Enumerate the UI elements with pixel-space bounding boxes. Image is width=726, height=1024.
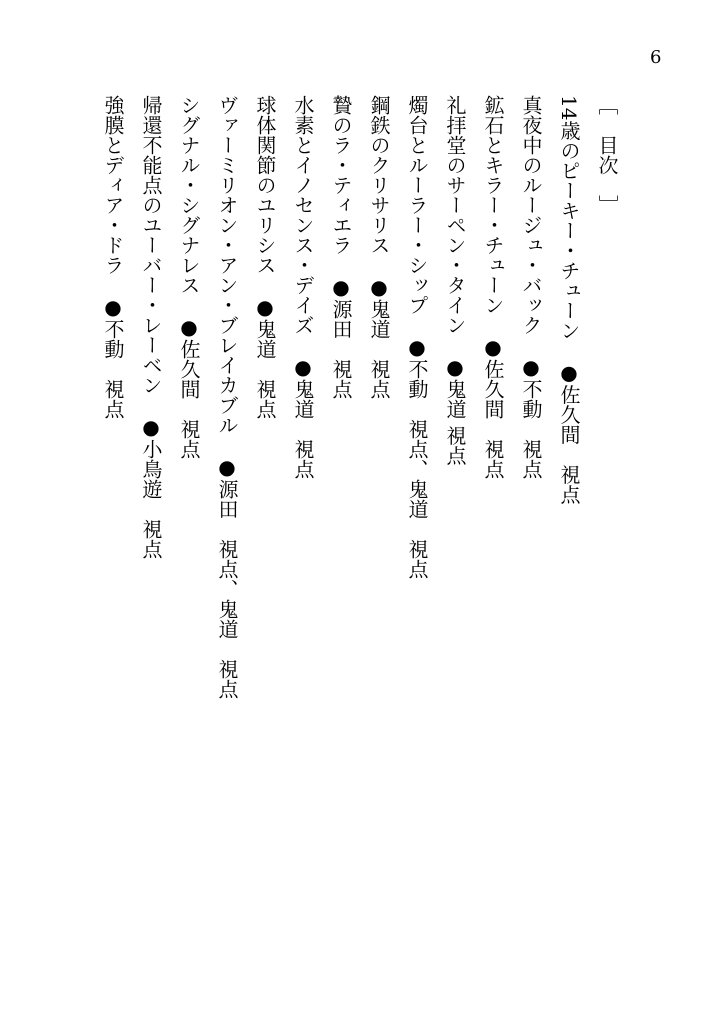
toc-entry: シグナル・シグナレス ●佐久間 視点 [177, 95, 201, 459]
toc-entry: 14歳のピーキー・チューン ●佐久間 視点 [557, 95, 581, 505]
toc-entry: ヴァーミリオン・アン・ブレイカブル ●源田 視点、鬼道 視点 [215, 95, 239, 699]
toc-entry: 真夜中のルージュ・バック ●不動 視点 [519, 95, 543, 479]
toc-entry: 礼拝堂のサーペン・タイン ●鬼道 視点 [443, 95, 467, 466]
toc-entry: 球体関節のユリシス ●鬼道 視点 [253, 95, 277, 419]
toc-entry: 贄のラ・ティエラ ●源田 視点 [329, 95, 353, 399]
toc-entry: 水素とイノセンス・デイズ ●鬼道 視点 [291, 95, 315, 479]
toc-heading: ［ 目次 ］ [595, 95, 619, 215]
page-number: 6 [650, 47, 662, 68]
toc-entry: 鋼鉄のクリサリス ●鬼道 視点 [367, 95, 391, 399]
toc-entry: 強膜とディア・ドラ ●不動 視点 [101, 95, 125, 419]
table-of-contents [94, 95, 626, 955]
toc-entry: 鉱石とキラー・チューン ●佐久間 視点 [481, 95, 505, 479]
toc-entry: 帰還不能点のユーバー・レーベン ●小鳥遊 視点 [139, 95, 163, 559]
toc-entry: 燭台とルーラー・シップ ●不動 視点、鬼道 視点 [405, 95, 429, 579]
